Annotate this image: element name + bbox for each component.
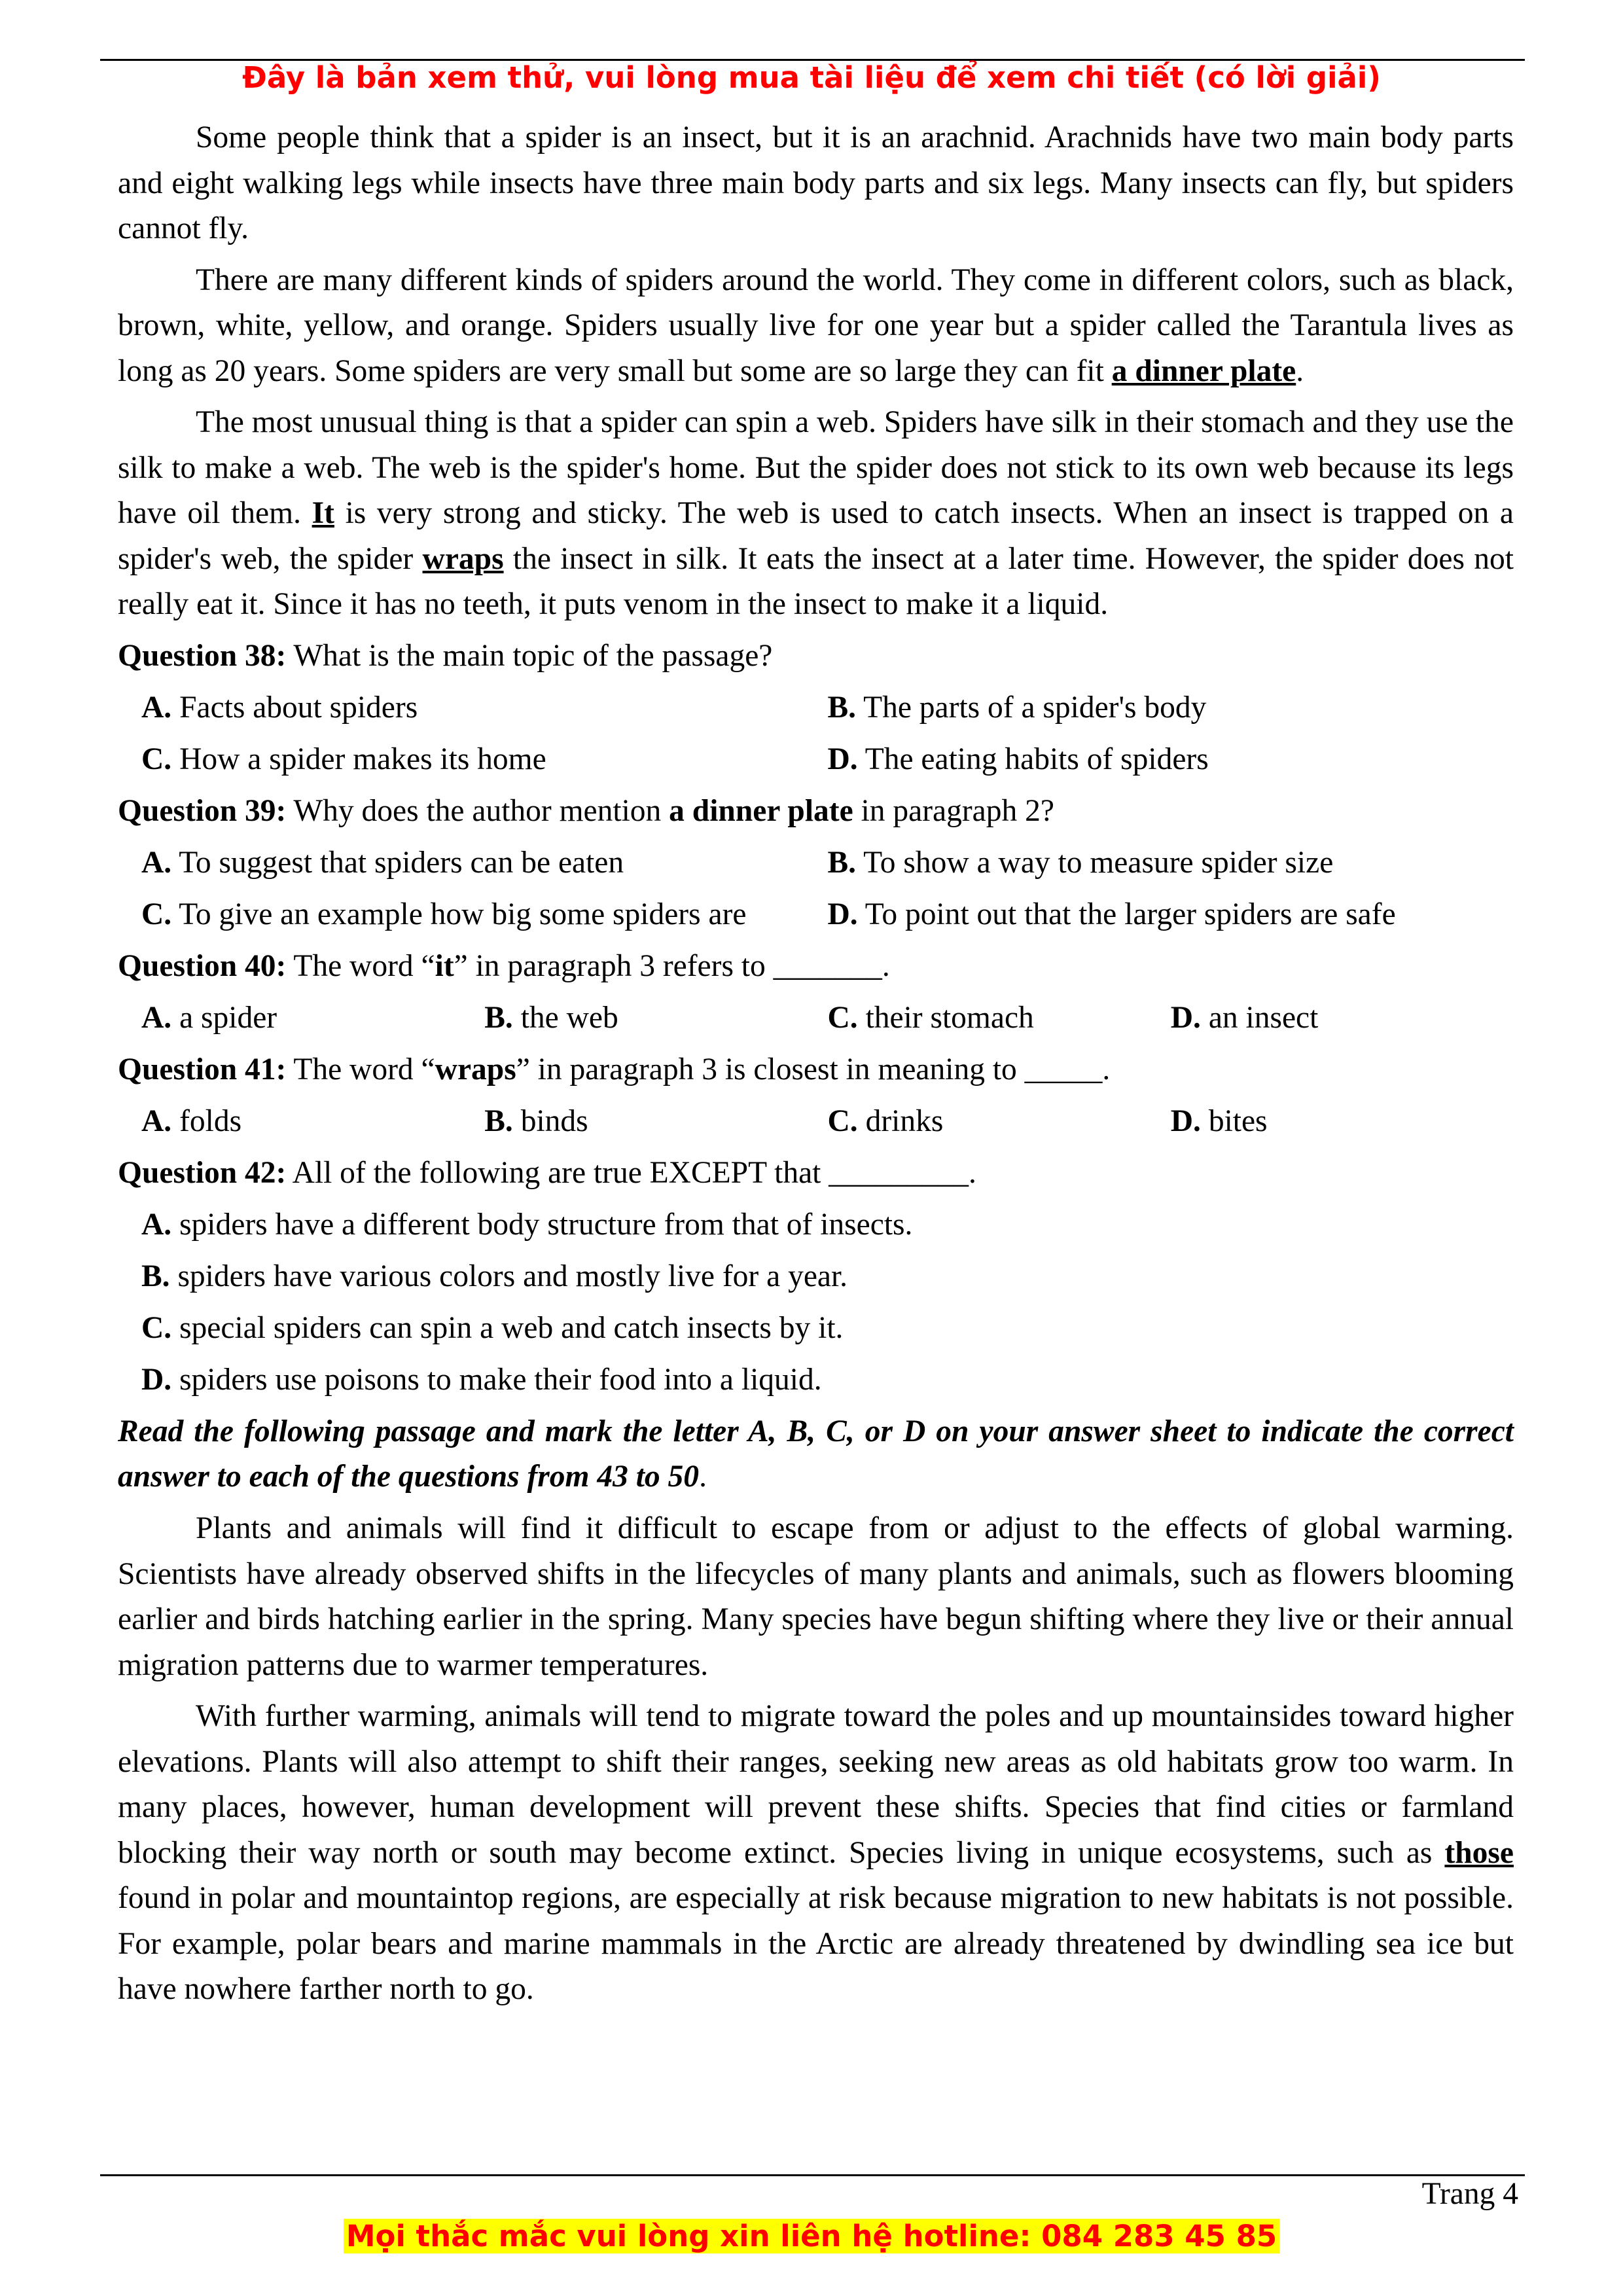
question-38-option-c[interactable]: C. How a spider makes its home [141,742,546,776]
page-number: Trang 4 [1421,2177,1518,2211]
question-42-option-d[interactable]: D. spiders use poisons to make their food into a liquid. [141,1362,822,1397]
question-42: Question 42: All of the following are true EXCEPT that _________. [118,1155,976,1190]
question-40: Question 40: The word “it” in paragraph 3 refers to _______. [118,948,890,983]
passage2-paragraph2: With further warming, animals will tend to migrate toward the poles and up mountainsides toward higher elevations. Plants will also attempt to shift their ranges, seeking new areas as old habitats grow too warm. In many places, however, human development will prevent these shifts. Species that find cities or farmland blocking their way north or south may become extinct. Species living in unique ecosystems, such as those found in polar and mountaintop regions, are especially at risk because migration to new habitats is not possible. For example, polar bears and marine mammals in the Arctic are already threatened by dwindling sea ice but have nowhere farther north to go. [118,1699,1514,2006]
question-39-option-b[interactable]: B. To show a way to measure spider size [827,845,1334,880]
question-41-option-b[interactable]: B. binds [484,1103,588,1138]
question-42-option-c[interactable]: C. special spiders can spin a web and catch insects by it. [141,1310,844,1345]
question-41-options [141,1099,1514,1145]
passage1-paragraph3: The most unusual thing is that a spider can spin a web. Spiders have silk in their stomach and they use the silk to make a web. The web is the spider's home. But the spider does not stick to its own web because its legs have oil them. It is very strong and sticky. The web is used to catch insects. When an insect is trapped on a spider's web, the spider wraps the insect in silk. It eats the insect at a later time. However, the spider does not really eat it. Since it has no teeth, it puts venom in the insect to make it a liquid. [118,405,1514,621]
highlight-it: It [312,496,334,530]
preview-notice: Đây là bản xem thử, vui lòng mua tài liệu để xem chi tiết (có lời giải) [242,60,1381,95]
highlight-wraps: wraps [422,541,504,576]
question-38-options-row1 [141,685,1514,731]
question-40-option-b[interactable]: B. the web [484,1000,618,1035]
highlight-those: those [1444,1835,1514,1870]
question-38-option-b[interactable]: B. The parts of a spider's body [827,690,1207,725]
highlight-dinner-plate: a dinner plate [1111,353,1296,388]
question-39-option-d[interactable]: D. To point out that the larger spiders are safe [827,897,1396,931]
question-41: Question 41: The word “wraps” in paragraph 3 is closest in meaning to _____. [118,1052,1111,1086]
question-40-option-d[interactable]: D. an insect [1170,1000,1319,1035]
question-41-option-d[interactable]: D. bites [1170,1103,1268,1138]
question-39-option-c[interactable]: C. To give an example how big some spiders are [141,897,747,931]
question-38-options-row2 [141,737,1514,783]
question-39-options-row1 [141,840,1514,886]
question-39-options-row2 [141,892,1514,938]
passage2-paragraph1: Plants and animals will find it difficult to escape from or adjust to the effects of global warming. Scientists have already observed shifts in the lifecycles of many plants and animals, such as flowers blooming earlier and birds hatching earlier in the spring. Many species have begun shifting where they live or their annual migration patterns due to warmer temperatures. [118,1511,1514,1682]
page-content [118,115,1514,2018]
question-42-option-b[interactable]: B. spiders have various colors and mostly live for a year. [141,1259,848,1293]
passage1-paragraph2: There are many different kinds of spiders around the world. They come in different colors, such as black, brown, white, yellow, and orange. Spiders usually live for one year but a spider called the Tarantula lives as long as 20 years. Some spiders are very small but some are so large they can fit a dinner plate. [118,262,1514,388]
question-42-option-a[interactable]: A. spiders have a different body structure from that of insects. [141,1207,913,1242]
question-41-option-c[interactable]: C. drinks [827,1103,944,1138]
bottom-divider [100,2174,1525,2176]
hotline-notice: Mọi thắc mắc vui lòng xin liên hệ hotline: 084 283 45 85 [0,2219,1623,2254]
passage1-paragraph1: Some people think that a spider is an insect, but it is an arachnid. Arachnids have two main body parts and eight walking legs while insects have three main body parts and six legs. Many insects can fly, but spiders cannot fly. [118,120,1514,245]
question-38-option-d[interactable]: D. The eating habits of spiders [827,742,1209,776]
question-40-option-a[interactable]: A. a spider [141,1000,277,1035]
question-39-option-a[interactable]: A. To suggest that spiders can be eaten [141,845,624,880]
question-41-option-a[interactable]: A. folds [141,1103,242,1138]
question-40-option-c[interactable]: C. their stomach [827,1000,1034,1035]
question-38-option-a[interactable]: A. Facts about spiders [141,690,418,725]
instruction: Read the following passage and mark the letter A, B, C, or D on your answer sheet to indicate the correct answer to each of the questions from 43 to 50. [118,1414,1514,1494]
question-39: Question 39: Why does the author mention a dinner plate in paragraph 2? [118,793,1054,828]
question-40-options [141,996,1514,1041]
question-38: Question 38: What is the main topic of the passage? [118,638,773,673]
